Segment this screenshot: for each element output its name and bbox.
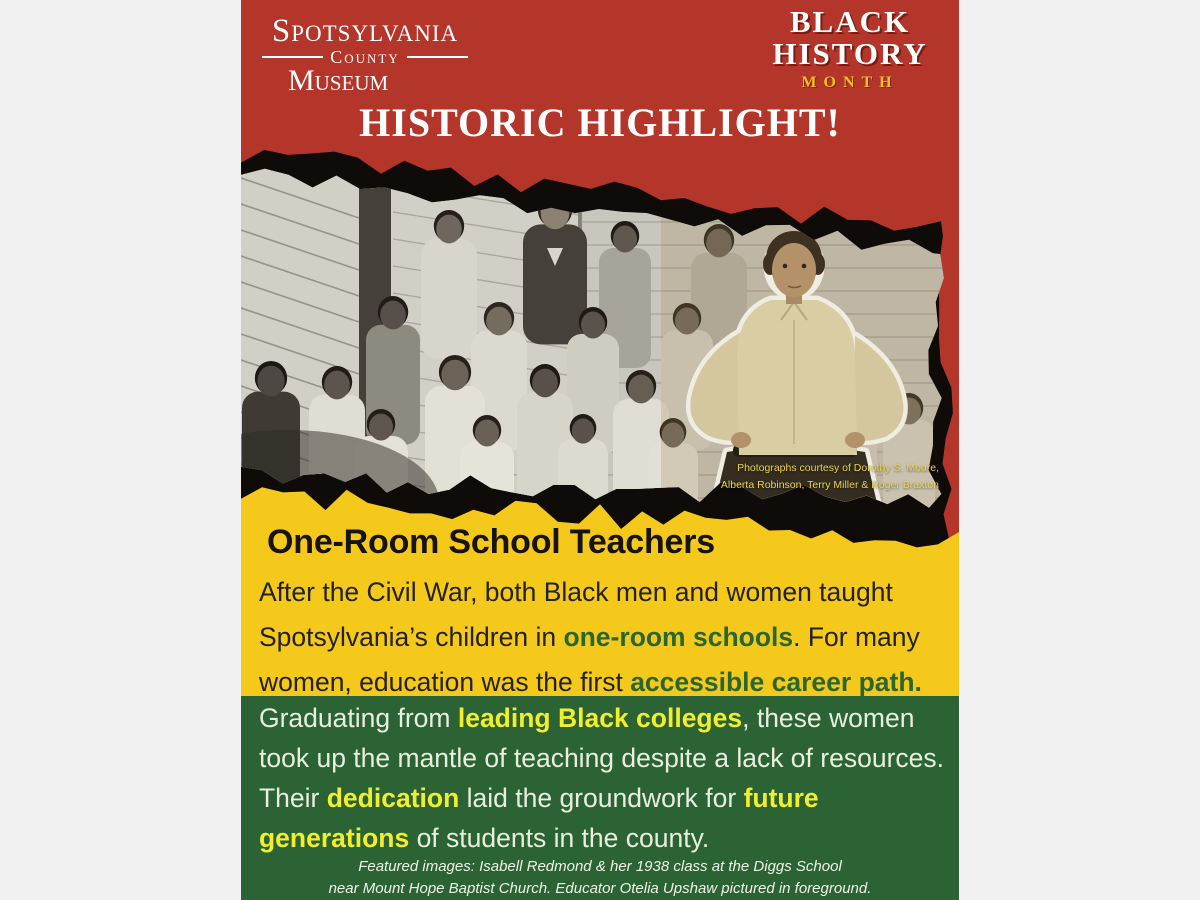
text-segment: After the Civil War, both Black men and women taught Spotsylvania’s children in [259, 577, 893, 652]
emphasis-segment: leading Black colleges [457, 703, 743, 733]
emphasis-segment: accessible career path. [630, 667, 922, 697]
text-segment: . For many women, education was the first [259, 622, 920, 697]
section-heading: One-Room School Teachers [267, 523, 715, 561]
emphasis-segment: future generations [259, 783, 819, 853]
bhm-history: HISTORY [772, 36, 928, 71]
logo-rule-right [407, 56, 468, 58]
bhm-black: BLACK [789, 4, 911, 39]
museum-logo-county: County [330, 47, 400, 67]
yellow-paragraph [259, 570, 959, 705]
museum-logo-name: Spotsylvania [271, 13, 459, 49]
museum-logo [262, 14, 468, 96]
historic-highlight-banner: HISTORIC HIGHLIGHT! [359, 100, 841, 145]
green-paragraph [259, 698, 959, 858]
logo-rule-left [262, 56, 323, 58]
caption-line1: Featured images: Isabell Redmond & her 1938 class at the Diggs School [358, 858, 842, 875]
emphasis-segment: one-room schools [563, 622, 794, 652]
text-segment: Graduating from [259, 703, 458, 733]
poster [241, 0, 959, 900]
featured-images-caption [241, 856, 959, 900]
photo-credit [619, 460, 939, 494]
emphasis-segment: dedication [326, 783, 460, 813]
text-segment: of students in the county. [409, 823, 710, 853]
museum-logo-museum: Museum [288, 64, 389, 97]
black-history-month-badge [755, 6, 945, 92]
bhm-month: MONTH [801, 74, 899, 91]
photo-credit-line1: Photographs courtesy of Dorothy S. Moore, [737, 462, 939, 474]
text-segment: laid the groundwork for [459, 783, 744, 813]
caption-line2: near Mount Hope Baptist Church. Educator Otelia Upshaw pictured in foreground. [328, 880, 872, 897]
photo-credit-line2: Alberta Robinson, Terry Miller & Roger Braxton [720, 479, 939, 491]
text-segment: , these women took up the mantle of teaching despite a lack of resources. Their [259, 703, 944, 813]
